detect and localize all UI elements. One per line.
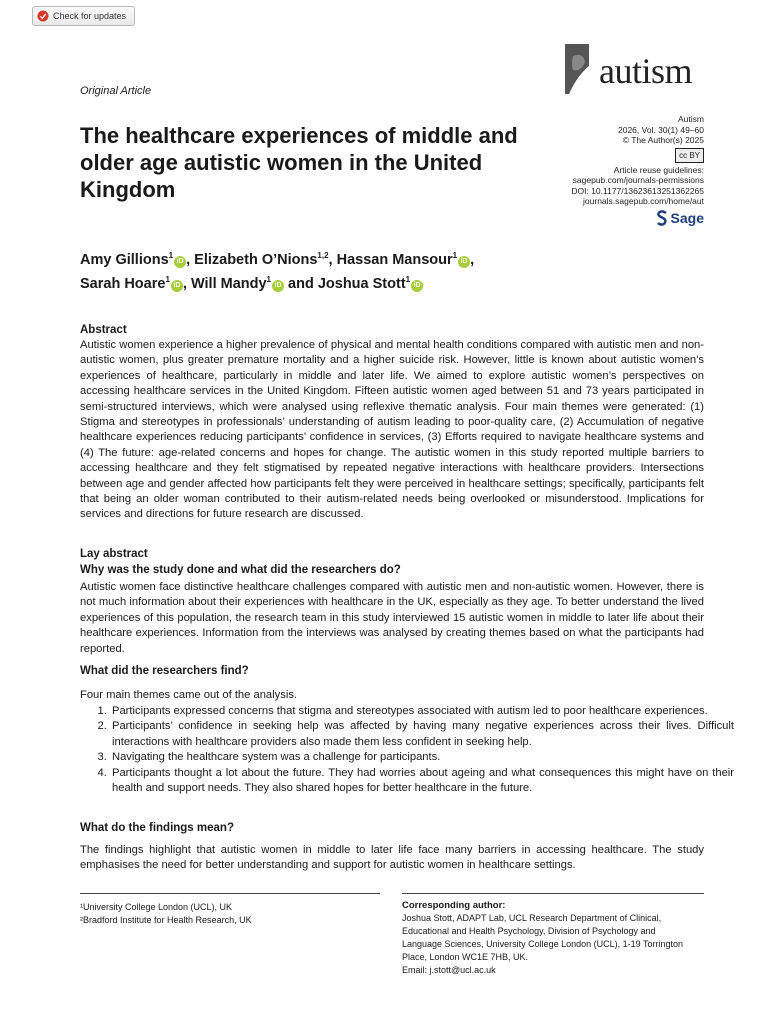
author-affil-sup: 1	[452, 251, 458, 260]
orcid-icon[interactable]: iD	[272, 280, 284, 292]
journal-volume: 2026, Vol. 30(1) 49–60	[617, 124, 704, 135]
corresponding-address-line: Place, London WC1E 7HB, UK.	[402, 952, 529, 962]
lay-question-1: Why was the study done and what did the researchers do?	[80, 564, 401, 576]
list-item: 2. Participants’ confidence in seeking help was affected by having many negative experiences across their lives. Difficult interactions with healthcare providers also made them less confident in seeking help.	[110, 719, 734, 750]
orcid-icon[interactable]: iD	[411, 280, 423, 292]
abstract-heading: Abstract	[80, 324, 127, 336]
list-item: 4. Participants thought a lot about the future. They had worries about ageing and what consequences this might have on their health and support needs. They also shared hopes for better healthcare in the future.	[110, 766, 734, 797]
author-affil-sup: 1	[405, 274, 411, 284]
journal-meta	[504, 114, 704, 207]
author-name[interactable]: , Hassan Mansour	[328, 251, 453, 268]
lay-paragraph-1: Autistic women face distinctive healthcare challenges compared with autistic men and non-autistic women. However, there is not much information about their experiences with healthcare in the UK, especially as they age. To better understand the lived experiences of this population, the research team in this study interviewed 15 autistic women in middle to later life about their healthcare experiences. Information from the interviews was analysed by creating themes based on what the participants had reported.	[80, 581, 704, 655]
lay-paragraph-3: The findings highlight that autistic women in middle to later life face many barriers in accessing healthcare. The study emphasises the need for better understanding and support for autistic women in healthcare settings.	[80, 844, 704, 872]
author-affil-sup: 1	[168, 251, 174, 260]
journal-running-title: Autism	[678, 114, 704, 124]
list-item: 1. Participants expressed concerns that stigma and stereotypes associated with autism led to poor healthcare experiences.	[110, 704, 734, 719]
author-name[interactable]: Amy Gillions	[80, 251, 169, 268]
copyright: © The Author(s) 2025	[622, 135, 704, 145]
journal-site-link[interactable]: journals.sagepub.com/home/aut	[583, 196, 704, 206]
sage-s-icon	[656, 210, 668, 226]
lay-question-3: What do the findings mean?	[80, 822, 234, 834]
author-name[interactable]: Sarah Hoare	[80, 275, 166, 292]
reuse-guidelines: Article reuse guidelines:	[613, 164, 704, 175]
lay-findings-intro: Four main themes came out of the analysis.	[80, 689, 298, 701]
journal-logo-mark-icon	[563, 42, 603, 102]
corresponding-author	[402, 899, 712, 977]
author-name[interactable]: and Joshua Stott	[284, 275, 406, 292]
author-separator: ,	[470, 251, 475, 268]
permissions-link[interactable]: sagepub.com/journals-permissions	[572, 175, 704, 185]
corresponding-address-line: Joshua Stott, ADAPT Lab, UCL Research Department of Clinical,	[402, 913, 662, 923]
author-name[interactable]: , Elizabeth O’Nions	[186, 251, 318, 268]
corresponding-address-line: Educational and Health Psychology, Division of Psychology and	[402, 926, 656, 936]
article-type: Original Article	[80, 85, 152, 97]
footer-divider	[402, 893, 704, 894]
cc-license-label: cc BY	[675, 148, 704, 163]
journal-logo	[563, 42, 705, 102]
list-item: 3. Navigating the healthcare system was a challenge for participants.	[110, 750, 734, 765]
author-list	[80, 246, 530, 294]
author-affil-sup: 1,2	[317, 251, 329, 260]
article-title: The healthcare experiences of middle and older age autistic women in the United Kingdom	[80, 123, 518, 202]
doi-link[interactable]: DOI: 10.1177/13623613251362265	[571, 185, 704, 196]
corresponding-author-heading: Corresponding author:	[402, 900, 506, 911]
findings-list	[80, 704, 734, 796]
author-affil-sup: 1	[165, 274, 170, 284]
footer-divider	[80, 893, 380, 894]
orcid-icon[interactable]: iD	[171, 280, 183, 292]
cc-license-badge[interactable]	[675, 148, 704, 163]
sage-logo	[656, 210, 704, 226]
lay-abstract-heading: Lay abstract	[80, 548, 148, 560]
journal-name: autism	[599, 51, 692, 91]
orcid-icon[interactable]: iD	[458, 256, 470, 268]
corresponding-email[interactable]: Email: j.stott@ucl.ac.uk	[402, 965, 496, 975]
abstract-text: Autistic women experience a higher prevalence of physical and mental health conditions compared with autistic men and non-autistic women, plus greater premature mortality and a higher suicide risk. However, little is known about autistic women’s experiences of healthcare, particularly in middle and later life. We aimed to explore autistic women’s perspectives on accessing healthcare services in the United Kingdom. Fifteen autistic women aged between 51 and 73 years participated in semi-structured interviews, which were analysed using reflexive thematic analysis. Four main themes were generated: (1) Stigma and stereotypes in professionals’ understanding of autism leading to poor-quality care, (2) Accumulation of negative healthcare experiences reducing participants’ confidence in services, (3) Efforts required to navigate healthcare systems and (4) The future: age-related concerns and hopes for change. The autistic women in this study reported multiple barriers to accessing healthcare and they felt stigmatised by repeated negative interactions with healthcare providers. Intersections between age and gender affected how participants felt they were perceived in healthcare settings; specifically, participants felt that being an older woman contributed to their autism-related needs being overlooked or misunderstood. Implications for services and directions for future research are discussed.	[80, 339, 704, 521]
lay-question-2: What did the researchers find?	[80, 665, 249, 677]
affiliations	[80, 901, 252, 927]
corresponding-address-line: Language Sciences, University College London (UCL), 1-19 Torrington	[402, 939, 683, 949]
affiliation-item: ¹University College London (UCL), UK	[80, 902, 233, 912]
author-name[interactable]: , Will Mandy	[182, 275, 267, 292]
sage-label: Sage	[670, 210, 704, 226]
affiliation-item: ²Bradford Institute for Health Research, UK	[80, 915, 252, 925]
check-for-updates-label: Check for updates	[53, 11, 127, 21]
update-icon	[37, 10, 49, 22]
orcid-icon[interactable]: iD	[174, 256, 186, 268]
author-affil-sup: 1	[266, 274, 271, 284]
check-for-updates-button[interactable]	[32, 6, 135, 26]
